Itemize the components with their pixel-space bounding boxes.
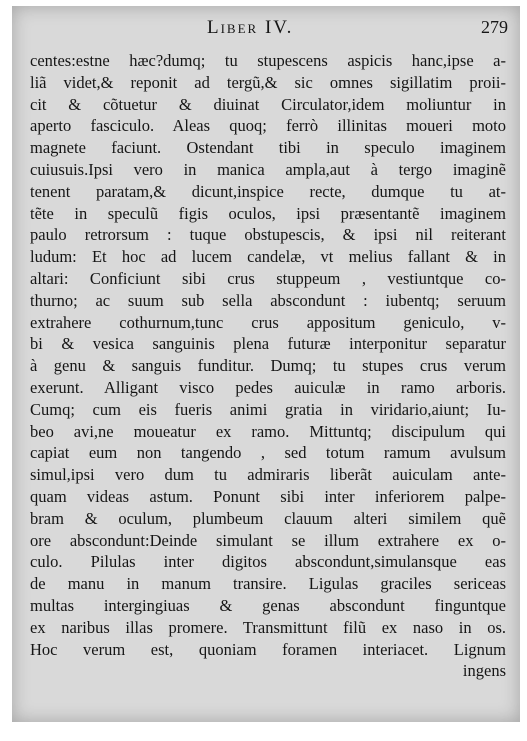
text-line: aperto fasciculo. Aleas quoq; ferrò illinitas moueri moto (30, 116, 506, 136)
text-line: multas intergingiuas & genas abscondunt finguntque (30, 595, 506, 615)
text-line: tenent paratam,& dicunt,inspice recte, dumque tu at- (30, 181, 506, 201)
body-text (30, 50, 506, 682)
text-line: liã videt,& reponit ad tergũ,& sic omnes sigillatim proii- (30, 72, 506, 92)
text-line: altari: Conficiunt sibi crus stuppeum , vestiuntque co- (30, 268, 506, 288)
text-line: extrahere cothurnum,tunc crus appositum geniculo, v- (30, 312, 506, 332)
page-header (12, 16, 520, 44)
text-line: magnete faciunt. Ostendant tibi in speculo imaginem (30, 138, 506, 158)
text-line: thurno; ac suum sub sella abscondunt : iubentq; seruum (30, 290, 506, 310)
page-number: 279 (481, 17, 508, 37)
text-line: Hoc verum est, quoniam foramen interiacet. Lignum (30, 639, 506, 659)
text-line: quam videas astum. Ponunt sibi inter inferiorem palpe- (30, 486, 506, 506)
text-line: tẽte in speculũ figis oculos, ipsi præsentantẽ imaginem (30, 203, 506, 223)
text-line: exerunt. Alligant visco pedes auiculæ in ramo arboris. (30, 377, 506, 397)
text-line: cuiusuis.Ipsi vero in manica ampla,aut à tergo imaginẽ (30, 159, 506, 179)
text-line: ludum: Et hoc ad lucem candelæ, vt melius fallant & in (30, 247, 506, 267)
text-line: Cumq; cum eis fueris animi gratia in viridario,aiunt; Iu- (30, 399, 506, 419)
text-line: ex naribus illas promere. Transmittunt filũ ex naso in os. (30, 617, 506, 637)
text-line: bram & oculum, plumbeum clauum alteri similem quẽ (30, 508, 506, 528)
text-line: ore abscondunt:Deinde simulant se illum extrahere ex o- (30, 530, 506, 550)
text-line: ingens (462, 661, 506, 681)
text-line: bi & vesica sanguinis plena futuræ interponitur separatur (30, 334, 506, 354)
text-line: capiat eum non tangendo , sed totum ramum avulsum (30, 443, 506, 463)
text-line: de manu in manum transire. Ligulas graciles sericeas (30, 574, 506, 594)
text-line: culo. Pilulas inter digitos abscondunt,simulansque eas (30, 552, 506, 572)
text-line: centes:estne hæc?dumq; tu stupescens aspicis hanc,ipse a- (30, 51, 506, 70)
running-head: Liber IV. (207, 17, 294, 38)
book-page (12, 6, 520, 722)
text-line: beo avi,ne moueatur ex ramo. Mittuntq; discipulum qui (30, 421, 506, 441)
text-line: cit & cõtuetur & diuinat Circulator,idem moliuntur in (30, 94, 506, 114)
text-line: simul,ipsi vero dum tu admiraris liberãt auiculam ante- (30, 465, 506, 485)
text-line: paulo retrorsum : tuque obstupescis, & ipsi nil reiterant (30, 225, 506, 245)
text-line: à genu & sanguis funditur. Dumq; tu stupes crus verum (30, 356, 506, 376)
